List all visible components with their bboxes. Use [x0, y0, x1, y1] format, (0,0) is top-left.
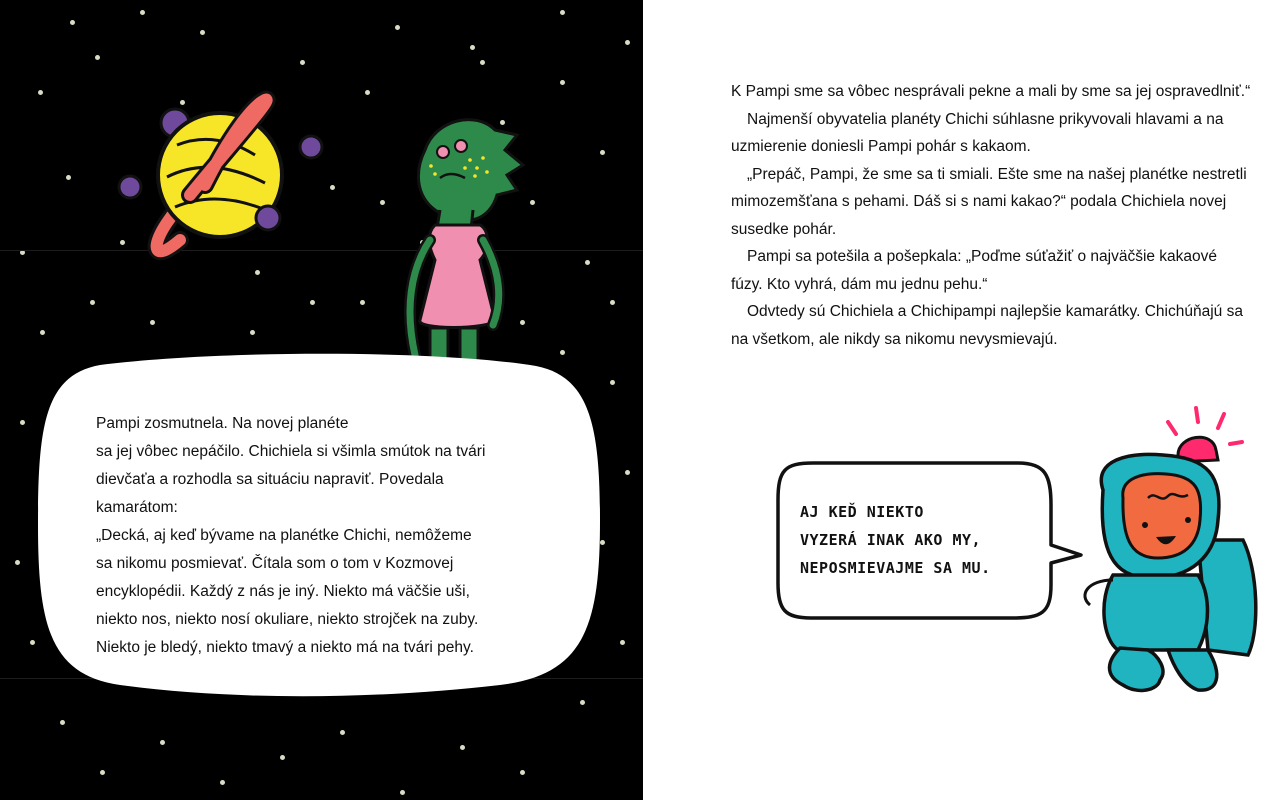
text-line: „Decká, aj keď bývame na planétke Chichi, nemôžeme [96, 527, 472, 544]
star [480, 60, 485, 65]
star [160, 740, 165, 745]
star [560, 10, 565, 15]
star [140, 10, 145, 15]
star [460, 745, 465, 750]
speech-line: VYZERÁ INAK AKO MY, [800, 531, 982, 549]
star [610, 300, 615, 305]
story-paragraph: „Prepáč, Pampi, že sme sa ti smiali. Ešte sme na našej planétke nestretli mimozemšťana s pehami. Dáš si s nami kakao?“ podala Chichiela novej susedke pohár. [731, 165, 1247, 238]
star [560, 80, 565, 85]
star [620, 640, 625, 645]
star [340, 730, 345, 735]
star [200, 30, 205, 35]
text-line: kamarátom: [96, 499, 178, 516]
text-line: encyklopédii. Každý z nás je iný. Niekto má väčšie uši, [96, 583, 470, 600]
star [60, 720, 65, 725]
moon-icon [119, 176, 141, 198]
story-paragraph: Pampi sa potešila a pošepkala: „Poďme súťažiť o najväčšie kakaové fúzy. Kto vyhrá, dám mu jednu pehu.“ [731, 248, 1218, 293]
star [70, 20, 75, 25]
star [38, 90, 43, 95]
planet-icon [105, 85, 335, 285]
story-paragraph: Najmenší obyvatelia planéty Chichi súhlasne prikyvovali hlavami a na uzmierenie doniesli Pampi pohár s kakaom. [731, 110, 1224, 155]
text-line: niekto nos, niekto nosí okuliare, niekto strojček na zuby. [96, 611, 479, 628]
star [470, 45, 475, 50]
star [580, 700, 585, 705]
text-line: sa nikomu posmievať. Čítala som o tom v Kozmovej [96, 555, 454, 572]
right-page [643, 0, 1287, 800]
star [280, 755, 285, 760]
star [150, 320, 155, 325]
star [625, 470, 630, 475]
star [90, 300, 95, 305]
star [40, 330, 45, 335]
star [395, 25, 400, 30]
star [380, 200, 385, 205]
star [66, 175, 71, 180]
speech-line: AJ KEĎ NIEKTO [800, 503, 924, 521]
moon-icon [300, 136, 322, 158]
text-line: sa jej vôbec nepáčilo. Chichiela si všimla smútok na tvári [96, 443, 486, 460]
beacon-icon [1168, 408, 1242, 462]
text-line: Pampi zosmutnela. Na novej planéte [96, 415, 349, 432]
right-story-text [731, 78, 1251, 353]
star [300, 60, 305, 65]
speech-bubble-text [800, 498, 1060, 582]
story-paragraph: K Pampi sme sa vôbec nesprávali pekne a mali by sme sa jej ospravedlniť.“ [731, 83, 1251, 100]
star [250, 330, 255, 335]
star [520, 770, 525, 775]
star [600, 150, 605, 155]
left-page-space-scene [0, 0, 643, 800]
star [360, 300, 365, 305]
left-story-paragraph [96, 410, 516, 662]
star [20, 420, 25, 425]
star [610, 380, 615, 385]
star [625, 40, 630, 45]
star [15, 560, 20, 565]
star [365, 90, 370, 95]
story-paragraph: Odvtedy sú Chichiela a Chichipampi najlepšie kamarátky. Chichúňajú sa na všetkom, ale nikdy sa nikomu nevysmievajú. [731, 303, 1243, 348]
star [95, 55, 100, 60]
star [100, 770, 105, 775]
star [220, 780, 225, 785]
text-line: dievčaťa a rozhodla sa situáciu napraviť. Povedala [96, 471, 444, 488]
astronaut-illustration [1048, 400, 1263, 705]
star [400, 790, 405, 795]
star [310, 300, 315, 305]
speech-line: NEPOSMIEVAJME SA MU. [800, 559, 991, 577]
star [585, 260, 590, 265]
text-line: Niekto je bledý, niekto tmavý a niekto má na tvári pehy. [96, 639, 474, 656]
